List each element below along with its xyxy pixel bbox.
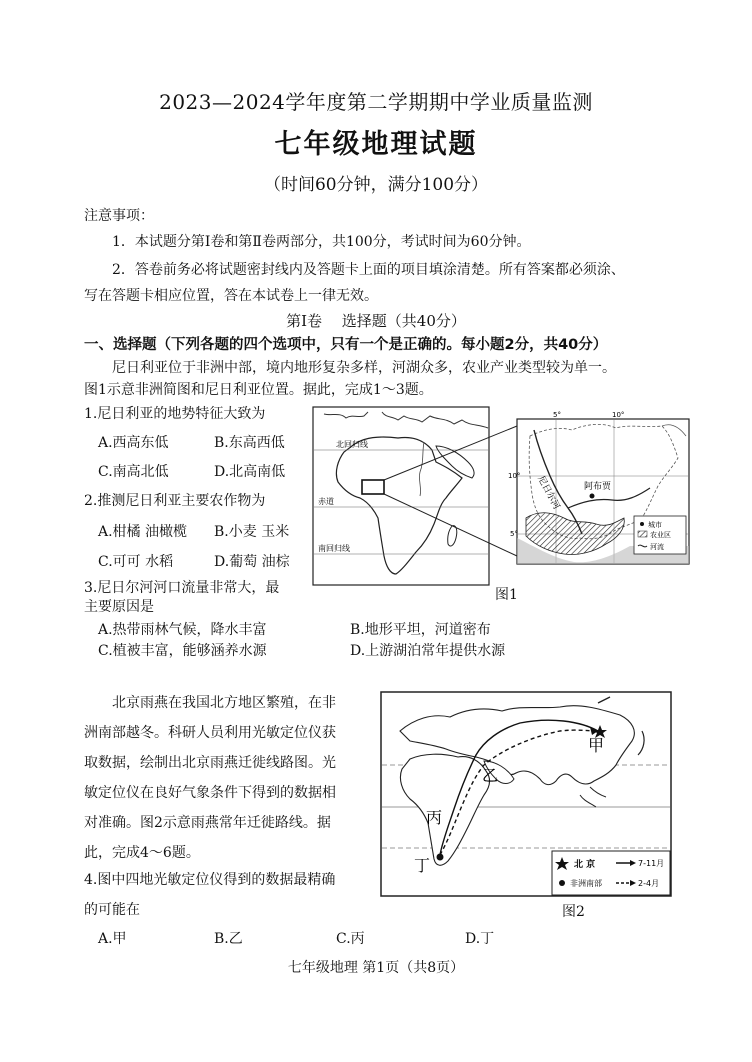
q4-option-b: B.乙 <box>214 931 243 947</box>
tropic-south-label: 南回归线 <box>318 544 350 553</box>
label-yi: 乙 <box>482 766 499 785</box>
q4-stem-line1: 4.图中四地光敏定位仪得到的数据最精确 <box>84 872 336 888</box>
legend-africa-label: 非洲南部 <box>570 879 602 888</box>
equator-label: 赤道 <box>318 497 334 506</box>
passage2-line-3: 取数据，绘制出北京雨燕迁徙线路图。光 <box>84 755 336 771</box>
intro-line-2: 图1示意非洲简图和尼日利亚位置。据此，完成1～3题。 <box>84 382 433 398</box>
lat-5-label: 5° <box>510 530 518 538</box>
q1-option-c: C.南高北低 <box>98 464 169 480</box>
figure-2 <box>380 691 672 897</box>
abuja-label: 阿布贾 <box>584 482 612 492</box>
passage2-line-2: 洲南部越冬。科研人员利用光敏定位仪获 <box>84 725 336 741</box>
time-info: （时间60分钟，满分100分） <box>263 175 489 195</box>
page-footer: 七年级地理 第1页（共8页） <box>287 960 465 976</box>
q3-stem-line2: 主要原因是 <box>84 599 154 615</box>
label-bing: 丙 <box>426 808 443 827</box>
lat-10-label: 10° <box>508 472 521 480</box>
q2-option-c: C.可可 水稻 <box>98 554 174 570</box>
q2-option-d: D.葡萄 油棕 <box>214 554 290 570</box>
note-item-2-line2: 写在答题卡相应位置，答在本试卷上一律无效。 <box>84 288 378 304</box>
exam-title: 2023—2024学年度第二学期期中学业质量监测 <box>159 90 593 114</box>
legend-city-label: 城市 <box>648 521 662 529</box>
label-jia: 甲 <box>588 736 605 755</box>
lon-10-label: 10° <box>612 411 625 419</box>
passage2-line-5: 对准确。图2示意雨燕常年迁徙路线。据 <box>84 815 331 831</box>
intro-line-1: 尼日利亚位于非洲中部，境内地形复杂多样，河湖众多，农业产业类型较为单一。 <box>112 360 616 376</box>
southern-africa-dot <box>437 854 444 861</box>
subject-title: 七年级地理试题 <box>274 129 478 160</box>
legend-route1-label: 7-11月 <box>638 859 665 868</box>
q2-option-a: A.柑橘 油橄榄 <box>98 524 188 540</box>
q4-option-a: A.甲 <box>98 931 127 947</box>
legend-river-label: 河流 <box>650 543 664 551</box>
figure-1-caption: 图1 <box>495 587 518 603</box>
figure2-legend <box>552 851 670 895</box>
q3-option-c: C.植被丰富，能够涵养水源 <box>98 643 267 659</box>
section-heading: 第Ⅰ卷 选择题（共40分） <box>286 312 466 330</box>
legend-agri-symbol <box>638 531 647 537</box>
tropic-north-label: 北回归线 <box>336 440 368 449</box>
figure-1-svg <box>312 406 690 588</box>
lon-5-label: 5° <box>553 411 561 419</box>
passage2-line-4: 敏定位仪在良好气象条件下得到的数据相 <box>84 785 336 801</box>
q2-stem: 2.推测尼日利亚主要农作物为 <box>84 493 266 509</box>
q1-option-b: B.东高西低 <box>214 435 285 451</box>
q3-option-b: B.地形平坦，河道密布 <box>350 622 491 638</box>
q1-option-a: A.西高东低 <box>98 435 169 451</box>
q4-option-c: C.丙 <box>336 931 365 947</box>
passage2-line-1: 北京雨燕在我国北方地区繁殖，在非 <box>112 695 336 711</box>
q4-option-d: D.丁 <box>465 931 495 947</box>
niger-river-label: 尼日尔河 <box>535 474 562 512</box>
q1-stem: 1.尼日利亚的地势特征大致为 <box>84 406 266 422</box>
legend-route2-label: 2-4月 <box>638 879 660 888</box>
q3-option-d: D.上游湖泊常年提供水源 <box>350 643 506 659</box>
figure-1 <box>312 406 690 588</box>
abuja-dot <box>590 494 595 499</box>
notes-heading: 注意事项： <box>84 208 154 224</box>
q3-option-a: A.热带雨林气候，降水丰富 <box>98 622 267 638</box>
figure-2-svg <box>380 691 672 897</box>
note-item-1: 1．本试题分第Ⅰ卷和第Ⅱ卷两部分，共100分，考试时间为60分钟。 <box>112 234 531 250</box>
q3-stem-line1: 3.尼日尔河河口流量非常大，最 <box>84 580 280 596</box>
section-instruction: 一、选择题（下列各题的四个选项中，只有一个是正确的。每小题2分，共40分） <box>84 337 608 353</box>
legend-africa-symbol <box>559 880 565 886</box>
legend-agri-label: 农业区 <box>650 531 671 539</box>
note-item-2-line1: 2．答卷前务必将试题密封线内及答题卡上面的项目填涂清楚。所有答案都必须涂、 <box>112 262 625 278</box>
label-ding: 丁 <box>414 856 431 875</box>
q2-option-b: B.小麦 玉米 <box>214 524 290 540</box>
legend-city-symbol <box>640 522 644 526</box>
q4-stem-line2: 的可能在 <box>84 902 140 918</box>
figure-2-caption: 图2 <box>562 904 585 920</box>
q1-option-d: D.北高南低 <box>214 464 286 480</box>
passage2-line-6: 此，完成4～6题。 <box>84 845 200 861</box>
legend-beijing-label: 北 京 <box>574 860 596 870</box>
